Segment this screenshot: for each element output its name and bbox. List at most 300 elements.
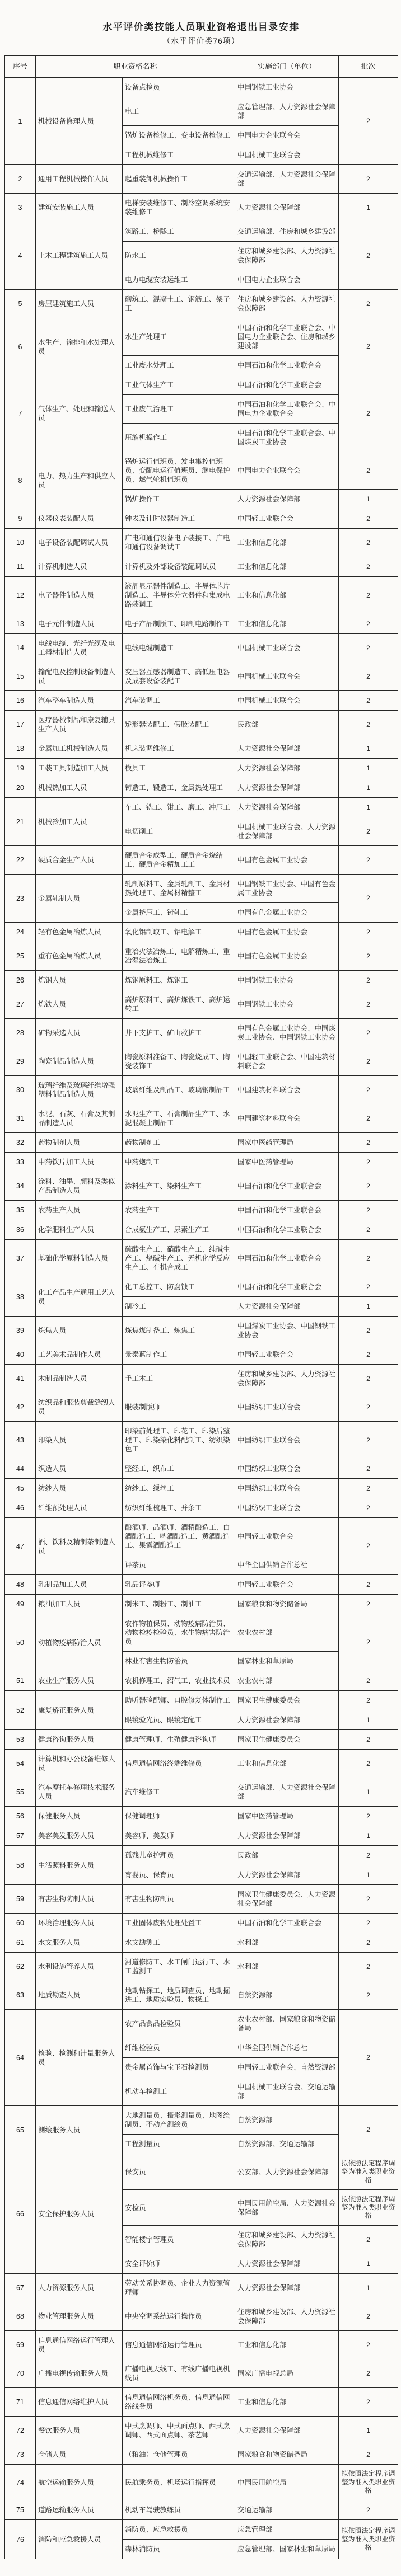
department-cell: 中国石油和化学工业联合会、中国电力企业联合会、住房和城乡建设部: [235, 318, 339, 356]
department-cell: 中国纺织工业联合会: [235, 1393, 339, 1422]
row-index-cell: 3: [5, 194, 36, 222]
row-index-cell: 27: [5, 990, 36, 1019]
table-row: [5, 971, 398, 990]
batch-cell: 1: [339, 490, 398, 509]
category-cell: 环境治理服务人员: [36, 1914, 123, 1933]
batch-cell: 2: [339, 557, 398, 577]
category-cell: 药物制剂人员: [36, 1133, 123, 1153]
qualification-cell: 汽车维修工: [123, 1778, 235, 1807]
department-cell: 中国轻工业联合会: [235, 1575, 339, 1595]
department-cell: 中国煤炭工业协会、中国钢铁工业协会: [235, 1317, 339, 1345]
qualification-cell: 电力电缆安装运维工: [123, 270, 235, 290]
qualification-cell: 电梯安装维修工、制冷空调系统安装维修工: [123, 194, 235, 222]
qualification-cell: 评茶员: [123, 1555, 235, 1575]
category-cell: 保健服务人员: [36, 1807, 123, 1826]
table-row: [5, 1047, 398, 1076]
department-cell: 中国机械工业联合会: [235, 634, 339, 662]
qualification-cell: 大地测量员、摄影测量员、地图绘制员、不动产测绘员: [123, 2106, 235, 2135]
department-cell: 人力资源社会保障部: [235, 490, 339, 509]
batch-cell: 2: [339, 990, 398, 1019]
qualification-cell: 钟表及计时仪器制造工: [123, 509, 235, 529]
category-cell: 计算机制造人员: [36, 557, 123, 577]
table-row: [5, 1076, 398, 1104]
qualification-cell: 广电和通信设备电子装接工、广电和通信设备调试工: [123, 529, 235, 557]
department-cell: 中国钢铁工业协会: [235, 78, 339, 97]
table-row: [5, 318, 398, 356]
department-cell: 工业和信息化部: [235, 2388, 339, 2417]
qualification-cell: 防水工: [123, 242, 235, 270]
department-cell: 中国石油和化学工业联合会: [235, 1277, 339, 1297]
category-cell: 炼铁人员: [36, 990, 123, 1019]
department-cell: 自然资源部: [235, 1981, 339, 2010]
qualification-cell: 工程测量员: [123, 2135, 235, 2154]
category-cell: 纤维预处理人员: [36, 1498, 123, 1518]
department-cell: 中国电力企业联合会: [235, 270, 339, 290]
category-cell: 纺纱人员: [36, 1479, 123, 1498]
category-cell: 水利设施管养人员: [36, 1953, 123, 1981]
table-body: [5, 78, 398, 2559]
department-cell: 工业和信息化部: [235, 577, 339, 614]
category-cell: 工艺美术品制作人员: [36, 1345, 123, 1365]
table-row: [5, 1220, 398, 1240]
row-index-cell: 6: [5, 318, 36, 375]
batch-cell: 1: [339, 1778, 398, 1807]
category-cell: 基础化学原料制造人员: [36, 1240, 123, 1277]
row-index-cell: 15: [5, 662, 36, 691]
qualification-cell: 变压器互感器制造工、高低压电器及成套设备装配工: [123, 662, 235, 691]
row-index-cell: 22: [5, 846, 36, 875]
department-cell: 中国电力企业联合会: [235, 452, 339, 490]
qualification-cell: 陶瓷原料准备工、陶瓷烧成工、陶瓷装饰工: [123, 1047, 235, 1076]
department-cell: 工业和信息化部: [235, 2331, 339, 2359]
row-index-cell: 54: [5, 1750, 36, 1778]
department-cell: 住房和城乡建设部、人力资源社会保障部: [235, 290, 339, 318]
qualification-cell: 纺纱工、缫丝工: [123, 1479, 235, 1498]
batch-cell: 2: [339, 662, 398, 691]
category-cell: 医疗器械制品和康复辅具生产人员: [36, 711, 123, 739]
row-index-cell: 38: [5, 1277, 36, 1317]
category-cell: 木制品制造人员: [36, 1365, 123, 1393]
row-index-cell: 17: [5, 711, 36, 739]
qualification-cell: （粮油）仓储管理员: [123, 2445, 235, 2465]
qualification-cell: 液晶显示器件制造工、半导体芯片制造工、半导体分立器件和集成电路装调工: [123, 577, 235, 614]
department-cell: 中华全国供销合作总社: [235, 2038, 339, 2058]
qualification-cell: 化工总控工、防腐蚀工: [123, 1277, 235, 1297]
qualification-cell: 中式烹调师、中式面点师、西式烹调师、西式面点师、茶艺师: [123, 2417, 235, 2445]
category-cell: 纺织品和服装剪裁缝纫人员: [36, 1393, 123, 1422]
row-index-cell: 28: [5, 1019, 36, 1047]
row-index-cell: 66: [5, 2154, 36, 2274]
department-cell: 人力资源社会保障部: [235, 194, 339, 222]
department-cell: 人力资源社会保障部: [235, 2274, 339, 2302]
department-cell: 自然资源部: [235, 2106, 339, 2135]
category-cell: 化工产品生产通用工艺人员: [36, 1277, 123, 1317]
row-index-cell: 21: [5, 798, 36, 846]
qualification-cell: 印染前处理工、印花工、印染后整理工、印染染化料配制工、纺织染色工: [123, 1422, 235, 1459]
department-cell: 国家中医药管理局: [235, 1133, 339, 1153]
department-cell: 水利部: [235, 1953, 339, 1981]
batch-cell: 2: [339, 1807, 398, 1826]
table-row: [5, 1459, 398, 1479]
table-row: [5, 778, 398, 798]
table-row: [5, 290, 398, 318]
table-header-row: [5, 56, 398, 78]
batch-cell: 2: [339, 2500, 398, 2520]
department-cell: 人力资源社会保障部: [235, 739, 339, 759]
department-cell: 中国建筑材料联合会: [235, 1104, 339, 1133]
category-cell: 中药饮片加工人员: [36, 1153, 123, 1172]
department-cell: 中国机械工业联合会: [235, 691, 339, 711]
category-cell: 美容美发服务人员: [36, 1826, 123, 1846]
qualification-cell: 水生产处理工: [123, 318, 235, 356]
row-index-cell: 76: [5, 2520, 36, 2559]
qualification-cell: 硫酸生产工、硝酸生产工、纯碱生产工、烧碱生产工、无机化学反应生产工、有机合成工: [123, 1240, 235, 1277]
table-row: [5, 222, 398, 242]
table-row: [5, 165, 398, 194]
category-cell: 水文服务人员: [36, 1933, 123, 1953]
table-row: [5, 1730, 398, 1750]
batch-cell: 2: [339, 1393, 398, 1422]
batch-cell: 1: [339, 2274, 398, 2302]
batch-cell: 1: [339, 1865, 398, 1885]
batch-cell: 2: [339, 1277, 398, 1297]
qualification-cell: 制米工、制粉工、制油工: [123, 1595, 235, 1614]
department-cell: 人力资源社会保障部: [235, 2417, 339, 2445]
batch-cell: 2: [339, 2388, 398, 2417]
department-cell: 中国石油和化学工业联合会: [235, 1240, 339, 1277]
qualification-cell: 中药炮制工: [123, 1153, 235, 1172]
category-cell: 电力、热力生产和供应人员: [36, 452, 123, 509]
row-index-cell: 39: [5, 1317, 36, 1345]
qualification-cell: 酿酒师、品酒师、酒精酿造工、白酒酿造工、啤酒酿造工、黄酒酿造工、果露酒酿造工: [123, 1518, 235, 1555]
batch-cell: 2: [339, 1153, 398, 1172]
table-row: [5, 2520, 398, 2540]
col-header-department: 实施部门（单位）: [235, 56, 339, 78]
row-index-cell: 19: [5, 759, 36, 778]
department-cell: 中国有色金属工业协会、中国煤炭工业协会、中国钢铁工业协会: [235, 1019, 339, 1047]
col-header-batch: 批次: [339, 56, 398, 78]
batch-cell: 2: [339, 1220, 398, 1240]
qualification-cell: 保健调理师: [123, 1807, 235, 1826]
qualification-cell: 农药生产工: [123, 1201, 235, 1220]
qualification-cell: 炼焦煤制备工、炼焦工: [123, 1317, 235, 1345]
batch-cell: 2: [339, 1730, 398, 1750]
qualification-cell: 水文勘测工: [123, 1933, 235, 1953]
table-row: [5, 2500, 398, 2520]
row-index-cell: 45: [5, 1479, 36, 1498]
department-cell: 中国石油和化学工业联合会、中国煤炭工业协会: [235, 424, 339, 452]
department-cell: 民政部: [235, 1846, 339, 1865]
row-index-cell: 68: [5, 2302, 36, 2331]
batch-cell: 2: [339, 1076, 398, 1104]
row-index-cell: 8: [5, 452, 36, 509]
qualification-cell: 机动车检测工: [123, 2077, 235, 2106]
category-cell: 机械热加工人员: [36, 778, 123, 798]
qualification-cell: 玻璃纤维及制品工、玻璃钢制品工: [123, 1076, 235, 1104]
qualification-cell: 林业有害生物防治员: [123, 1652, 235, 1671]
table-row: [5, 1671, 398, 1691]
category-cell: 消防和应急救援人员: [36, 2520, 123, 2559]
qualification-cell: 汽车装调工: [123, 691, 235, 711]
table-row: [5, 529, 398, 557]
department-cell: 工业和信息化部: [235, 557, 339, 577]
table-row: [5, 1614, 398, 1652]
row-index-cell: 23: [5, 875, 36, 923]
batch-cell: 1: [339, 739, 398, 759]
qualification-cell: 助听器验配师、口腔修复体制作工: [123, 1691, 235, 1710]
row-index-cell: 48: [5, 1575, 36, 1595]
qualification-cell: 氧化铝制取工、铝电解工: [123, 923, 235, 942]
category-cell: 轻有色金属冶炼人员: [36, 923, 123, 942]
category-cell: 气体生产、处理和输送人员: [36, 375, 123, 452]
batch-cell: 2: [339, 614, 398, 634]
qualification-cell: 计算机及外部设备装配调试员: [123, 557, 235, 577]
table-row: [5, 2302, 398, 2331]
qualification-cell: 炼钢原料工、炼钢工: [123, 971, 235, 990]
row-index-cell: 50: [5, 1614, 36, 1671]
department-cell: 民政部: [235, 711, 339, 739]
batch-cell: 2: [339, 2331, 398, 2359]
table-row: [5, 1153, 398, 1172]
department-cell: 中国石油和化学工业联合会、中国电力企业联合会: [235, 395, 339, 424]
category-cell: 测绘服务人员: [36, 2106, 123, 2154]
qualification-cell: 工程机械维修工: [123, 145, 235, 165]
row-index-cell: 55: [5, 1778, 36, 1807]
table-row: [5, 1172, 398, 1201]
batch-cell: 1: [339, 2417, 398, 2445]
department-cell: 工业和信息化部: [235, 529, 339, 557]
batch-cell: 2: [339, 1317, 398, 1345]
qualification-cell: 有害生物防制员: [123, 1885, 235, 1914]
qualification-cell: 电工: [123, 97, 235, 126]
category-cell: 机械冷加工人员: [36, 798, 123, 846]
batch-cell: 1: [339, 2254, 398, 2274]
table-row: [5, 1133, 398, 1153]
department-cell: 人力资源社会保障部: [235, 778, 339, 798]
department-cell: 中国民用航空局: [235, 2465, 339, 2500]
table-row: [5, 375, 398, 395]
batch-cell: 2: [339, 1691, 398, 1710]
category-cell: 航空运输服务人员: [36, 2465, 123, 2500]
qualification-cell: 景泰蓝制作工: [123, 1345, 235, 1365]
qualification-cell: 森林消防员: [123, 2540, 235, 2559]
category-cell: 电子元件制造人员: [36, 614, 123, 634]
batch-cell: 2: [339, 529, 398, 557]
row-index-cell: 41: [5, 1365, 36, 1393]
batch-cell: 2: [339, 691, 398, 711]
qualification-cell: 安检员: [123, 2190, 235, 2226]
qualification-cell: 高炉原料工、高炉炼铁工、高炉运转工: [123, 990, 235, 1019]
department-cell: 住房和城乡建设部、人力资源社会保障部: [235, 2302, 339, 2331]
category-cell: 计算机和办公设备维修人员: [36, 1750, 123, 1778]
category-cell: 康复矫正服务人员: [36, 1691, 123, 1730]
department-cell: 国家卫生健康委员会: [235, 1691, 339, 1710]
batch-cell: 2: [339, 711, 398, 739]
table-row: [5, 557, 398, 577]
department-cell: 中国轻工业联合会: [235, 509, 339, 529]
department-cell: 中国钢铁工业协会: [235, 971, 339, 990]
qualification-cell: 劳动关系协调员、企业人力资源管理师: [123, 2274, 235, 2302]
department-cell: 应急管理部: [235, 2520, 339, 2540]
qualification-cell: 中央空调系统运行操作员: [123, 2302, 235, 2331]
department-cell: 国家中医药管理局: [235, 1807, 339, 1826]
category-cell: 粮油加工人员: [36, 1595, 123, 1614]
row-index-cell: 26: [5, 971, 36, 990]
row-index-cell: 37: [5, 1240, 36, 1277]
table-row: [5, 691, 398, 711]
batch-cell: 2: [339, 1981, 398, 2010]
row-index-cell: 32: [5, 1133, 36, 1153]
category-cell: 农业生产服务人员: [36, 1671, 123, 1691]
category-cell: 仪器仪表装配人员: [36, 509, 123, 529]
qualification-cell: 美容师、美发师: [123, 1826, 235, 1846]
qualification-cell: 锅炉运行值班员、发电集控值班员、变配电运行值班员、继电保护员、燃气轮机值班员: [123, 452, 235, 490]
batch-cell: 2: [339, 1933, 398, 1953]
table-row: [5, 1981, 398, 2010]
category-cell: 人力资源服务人员: [36, 2274, 123, 2302]
table-row: [5, 1826, 398, 1846]
department-cell: 工业和信息化部: [235, 614, 339, 634]
row-index-cell: 1: [5, 78, 36, 165]
qualification-cell: 消防员、应急救援员: [123, 2520, 235, 2540]
qualification-cell: 锅炉操作工: [123, 490, 235, 509]
qualification-cell: 安全评价师: [123, 2254, 235, 2274]
department-cell: 中国纺织工业联合会: [235, 1498, 339, 1518]
batch-cell: 2: [339, 1019, 398, 1047]
batch-cell: 2: [339, 1047, 398, 1076]
category-cell: 金属轧制人员: [36, 875, 123, 923]
row-index-cell: 67: [5, 2274, 36, 2302]
category-cell: 工装工具制造加工人员: [36, 759, 123, 778]
qualification-cell: 筑路工、桥隧工: [123, 222, 235, 242]
page-subtitle: （水平评价类76项）: [162, 36, 240, 45]
table-row: [5, 1778, 398, 1807]
department-cell: 国家粮食和物资储备局: [235, 1595, 339, 1614]
qualification-exit-table: [4, 55, 398, 2559]
category-cell: 房屋建筑施工人员: [36, 290, 123, 318]
qualification-cell: 农作物植保员、动物疫病防治员、动物检疫检验员、水生物病害防治员: [123, 1614, 235, 1652]
department-cell: 国家林业和草原局: [235, 1652, 339, 1671]
table-row: [5, 1317, 398, 1345]
category-cell: 水生产、输排和水处理人员: [36, 318, 123, 375]
category-cell: 印染人员: [36, 1422, 123, 1459]
table-row: [5, 2274, 398, 2302]
qualification-cell: 设备点检员: [123, 78, 235, 97]
row-index-cell: 70: [5, 2359, 36, 2388]
row-index-cell: 51: [5, 1671, 36, 1691]
batch-cell: 2: [339, 2106, 398, 2154]
batch-cell: 2: [339, 1201, 398, 1220]
qualification-cell: 压缩机操作工: [123, 424, 235, 452]
batch-cell: 2: [339, 2302, 398, 2331]
row-index-cell: 36: [5, 1220, 36, 1240]
department-cell: 中华全国供销合作总社: [235, 1555, 339, 1575]
category-cell: 检验、检测和计量服务人员: [36, 2010, 123, 2106]
category-cell: 信息通信网络运行管理人员: [36, 2331, 123, 2359]
department-cell: 中国机械工业联合会: [235, 662, 339, 691]
row-index-cell: 29: [5, 1047, 36, 1076]
qualification-cell: 农机修理工、沼气工、农业技术员: [123, 1671, 235, 1691]
row-index-cell: 49: [5, 1595, 36, 1614]
qualification-cell: 保安员: [123, 2154, 235, 2190]
department-cell: 人力资源社会保障部: [235, 1710, 339, 1730]
batch-cell: 2: [339, 1846, 398, 1865]
department-cell: 中国钢铁工业协会: [235, 990, 339, 1019]
category-cell: 通用工程机械操作人员: [36, 165, 123, 194]
department-cell: 住房和城乡建设部、人力资源社会保障部: [235, 2226, 339, 2254]
batch-cell: 1: [339, 194, 398, 222]
table-row: [5, 2331, 398, 2359]
batch-cell: 2: [339, 1459, 398, 1479]
row-index-cell: 65: [5, 2106, 36, 2154]
department-cell: 公安部、人力资源社会保障部: [235, 2154, 339, 2190]
department-cell: 中国纺织工业联合会: [235, 1459, 339, 1479]
table-row: [5, 662, 398, 691]
table-row: [5, 1019, 398, 1047]
row-index-cell: 4: [5, 222, 36, 290]
qualification-cell: 金属挤压工、铸轧工: [123, 903, 235, 923]
batch-cell: 2: [339, 1345, 398, 1365]
department-cell: 人力资源社会保障部: [235, 1297, 339, 1317]
category-cell: 酒、饮料及精制茶制造人员: [36, 1518, 123, 1575]
qualification-cell: 贵金属首饰与宝玉石检测员: [123, 2058, 235, 2077]
batch-cell: 2: [339, 1104, 398, 1133]
table-row: [5, 990, 398, 1019]
row-index-cell: 20: [5, 778, 36, 798]
department-cell: 应急管理部、国家林业和草原局: [235, 2540, 339, 2559]
row-index-cell: 46: [5, 1498, 36, 1518]
qualification-cell: 硬质合金成型工、硬质合金烧结工、硬质合金精加工工: [123, 846, 235, 875]
batch-cell: 2: [339, 452, 398, 490]
row-index-cell: 14: [5, 634, 36, 662]
qualification-cell: 模具工: [123, 759, 235, 778]
row-index-cell: 34: [5, 1172, 36, 1201]
table-row: [5, 2106, 398, 2135]
department-cell: 人力资源社会保障部: [235, 1826, 339, 1846]
batch-cell: 2: [339, 577, 398, 614]
table-row: [5, 78, 398, 97]
department-cell: 农业农村部: [235, 1671, 339, 1691]
category-cell: 矿物采选人员: [36, 1019, 123, 1047]
qualification-cell: 涂料生产工、染料生产工: [123, 1172, 235, 1201]
department-cell: 中国机械工业联合会、交通运输部: [235, 2077, 339, 2106]
row-index-cell: 35: [5, 1201, 36, 1220]
page-title: 水平评价类技能人员职业资格退出目录安排: [102, 22, 300, 32]
qualification-cell: 机动车驾驶教练员: [123, 2500, 235, 2520]
department-cell: 中国轻工业联合会、中国建筑材料联合会: [235, 1047, 339, 1076]
department-cell: 交通运输部: [235, 2500, 339, 2520]
qualification-cell: 民航乘务员、机场运行指挥员: [123, 2465, 235, 2500]
category-cell: 汽车整车制造人员: [36, 691, 123, 711]
qualification-cell: 智能楼宇管理员: [123, 2226, 235, 2254]
department-cell: 中国石油和化学工业联合会: [235, 1172, 339, 1201]
batch-cell: 1: [339, 1826, 398, 1846]
department-cell: 中国机械工业联合会: [235, 145, 339, 165]
qualification-cell: 起重装卸机械操作工: [123, 165, 235, 194]
department-cell: 人力资源社会保障部: [235, 1865, 339, 1885]
table-row: [5, 577, 398, 614]
table-row: [5, 614, 398, 634]
department-cell: 中国石油和化学工业联合会: [235, 356, 339, 375]
row-index-cell: 31: [5, 1104, 36, 1133]
category-cell: 硬质合金生产人员: [36, 846, 123, 875]
department-cell: 中国石油和化学工业联合会: [235, 1220, 339, 1240]
table-row: [5, 759, 398, 778]
batch-cell: 2: [339, 2010, 398, 2106]
batch-cell: 2: [339, 1133, 398, 1153]
department-cell: 交通运输部、人力资源社会保障部: [235, 165, 339, 194]
department-cell: 中国石油和化学工业联合会: [235, 1914, 339, 1933]
